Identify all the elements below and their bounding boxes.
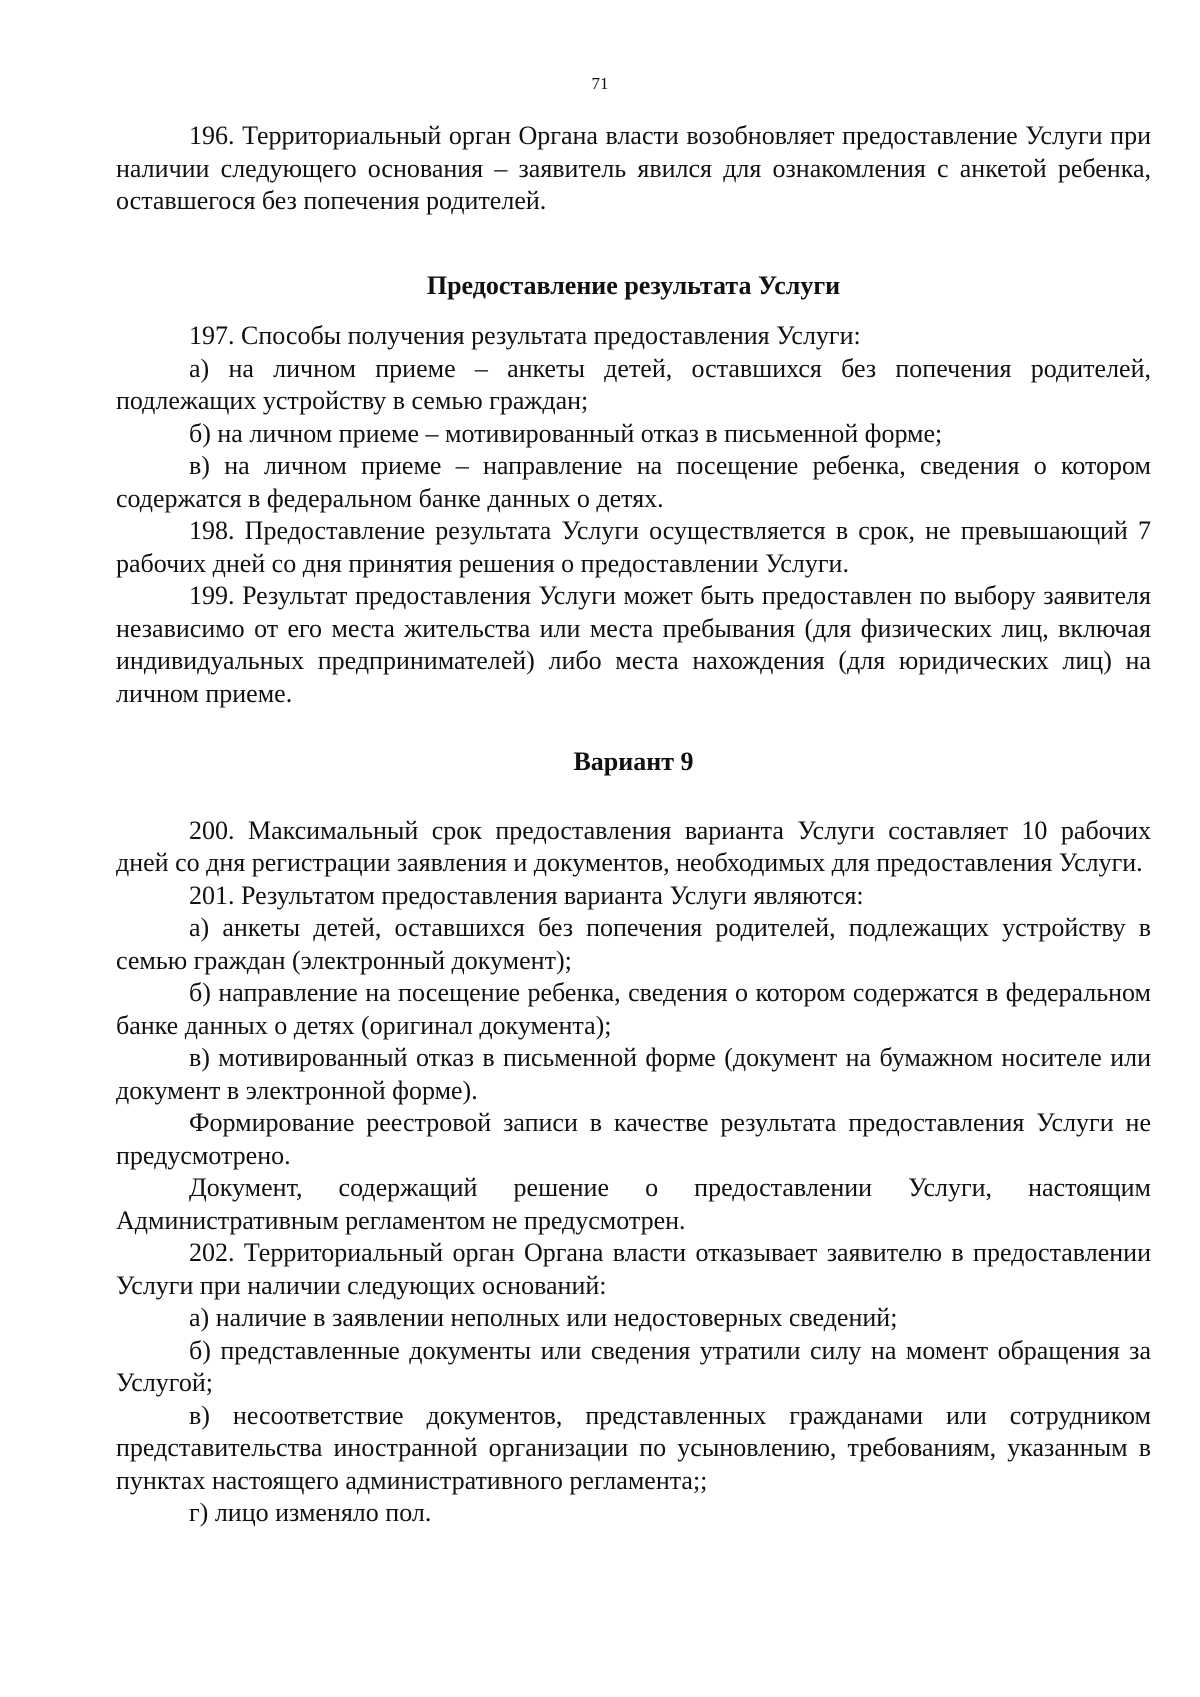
list-item-197a: а) на личном приеме – анкеты детей, оставшихся без попечения родителей, подлежащих устройству в семью граждан; bbox=[116, 353, 1151, 415]
list-item-202d: г) лицо изменяло пол. bbox=[189, 1498, 432, 1527]
paragraph-197: 197. Способы получения результата предоставления Услуги: bbox=[189, 321, 861, 350]
paragraph-201: 201. Результатом предоставления варианта Услуги являются: bbox=[189, 880, 864, 910]
section-heading-variant: Вариант 9 bbox=[573, 747, 694, 776]
paragraph-196: 196. Территориальный орган Органа власти возобновляет предоставление Услуги при наличии следующего основания – заявитель явился для ознакомления с анкетой ребенка, оставшегося без попечения родителей. bbox=[116, 121, 1151, 215]
section-heading-result: Предоставление результата Услуги bbox=[426, 270, 841, 300]
list-item-201a: а) анкеты детей, оставшихся без попечения родителей, подлежащих устройству в семью граждан (электронный документ); bbox=[116, 913, 1151, 975]
list-item-201b: б) направление на посещение ребенка, сведения о котором содержатся в федеральном банке данных о детях (оригинал документа); bbox=[116, 978, 1151, 1040]
list-item-197c: в) на личном приеме – направление на посещение ребенка, сведения о котором содержатся в федеральном банке данных о детях. bbox=[116, 451, 1151, 513]
list-item-201c: в) мотивированный отказ в письменной форме (документ на бумажном носителе или документ в электронной форме). bbox=[116, 1043, 1151, 1105]
paragraph-199: 199. Результат предоставления Услуги может быть предоставлен по выбору заявителя независимо от его места жительства или места пребывания (для физических лиц, включая индивидуальных предпринимателей) либо места нахождения (для юридических лиц) на личном приеме. bbox=[116, 581, 1151, 708]
paragraph-200: 200. Максимальный срок предоставления варианта Услуги составляет 10 рабочих дней со дня регистрации заявления и документов, необходимых для предоставления Услуги. bbox=[116, 815, 1151, 877]
paragraph-202: 202. Территориальный орган Органа власти отказывает заявителю в предоставлении Услуги при наличии следующих оснований: bbox=[116, 1238, 1151, 1300]
paragraph-198: 198. Предоставление результата Услуги осуществляется в срок, не превышающий 7 рабочих дней со дня принятия решения о предоставлении Услуги. bbox=[116, 516, 1151, 578]
list-item-202c: в) несоответствие документов, представленных гражданами или сотрудником представительства иностранной организации по усыновлению, требованиям, указанным в пунктах настоящего административного регламента;; bbox=[116, 1400, 1151, 1495]
paragraph-registry-note: Формирование реестровой записи в качестве результата предоставления Услуги не предусмотрено. bbox=[116, 1108, 1151, 1170]
page-number: 71 bbox=[591, 74, 609, 93]
list-item-202a: а) наличие в заявлении неполных или недостоверных сведений; bbox=[189, 1303, 898, 1332]
list-item-202b: б) представленные документы или сведения утратили силу на момент обращения за Услугой; bbox=[116, 1335, 1151, 1397]
paragraph-decision-note: Документ, содержащий решение о предоставлении Услуги, настоящим Административным регламентом не предусмотрен. bbox=[116, 1173, 1151, 1235]
list-item-197b: б) на личном приеме – мотивированный отказ в письменной форме; bbox=[189, 418, 943, 448]
document-body bbox=[116, 120, 1151, 1530]
